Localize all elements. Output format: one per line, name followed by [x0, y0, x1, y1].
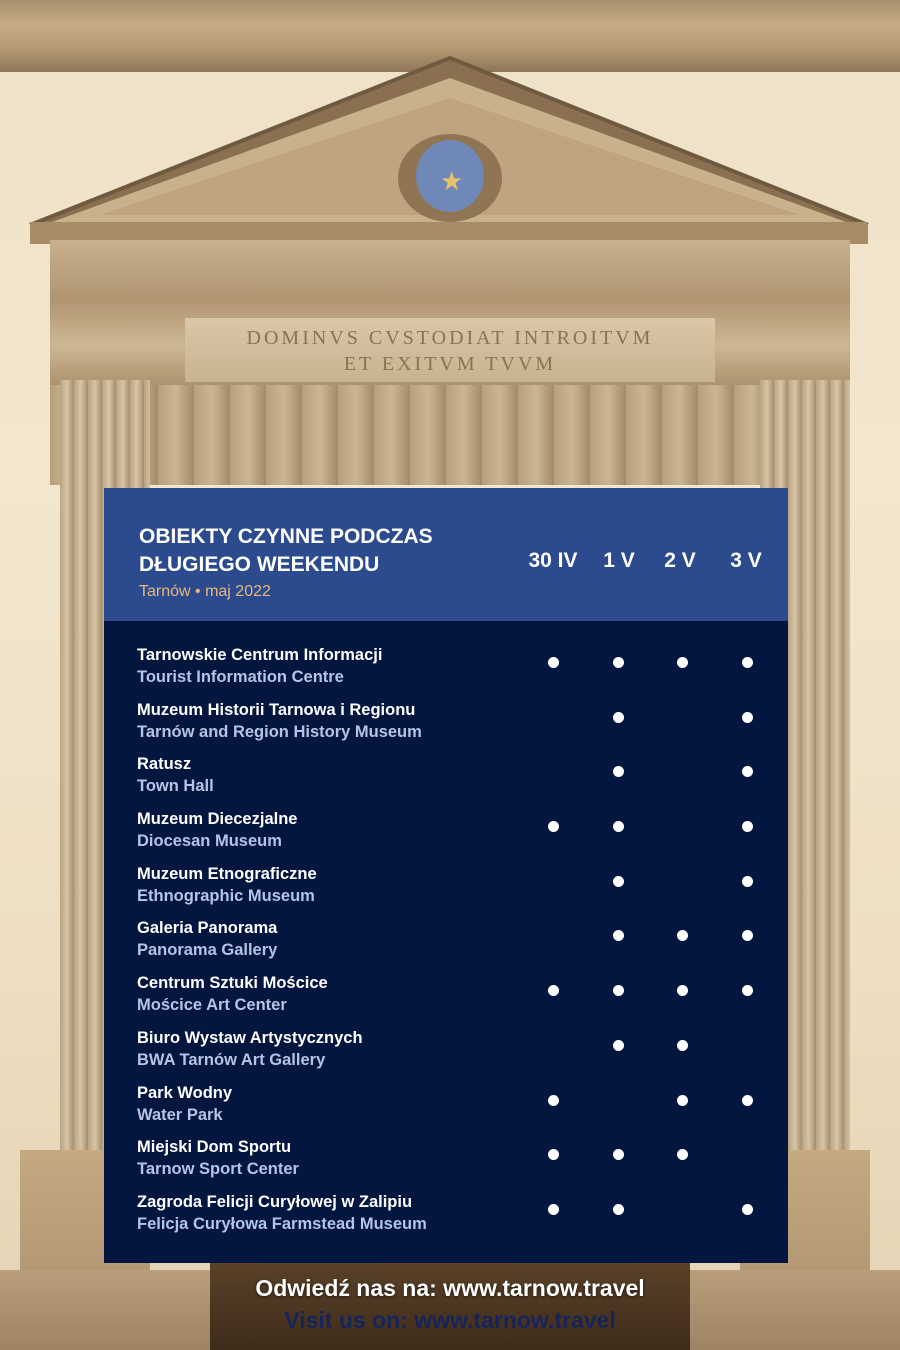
venue-name-en: Tarnow Sport Center — [137, 1160, 299, 1179]
venue-list — [104, 645, 788, 1247]
column-header: 2 V — [664, 549, 696, 572]
opening-hours-panel — [104, 488, 788, 1263]
venue-name-en: Felicja Curyłowa Farmstead Museum — [137, 1214, 427, 1233]
venue-name-en: Diocesan Museum — [137, 832, 282, 851]
open-dot-icon — [613, 876, 624, 887]
venue-name-pl: Park Wodny — [137, 1083, 233, 1102]
open-dot-icon — [742, 766, 753, 777]
column-header: 3 V — [730, 549, 762, 572]
venue-name-en: Ethnographic Museum — [137, 886, 315, 905]
venue-name-pl: Muzeum Historii Tarnowa i Regionu — [137, 700, 416, 719]
open-dot-icon — [742, 876, 753, 887]
list-item — [104, 1137, 788, 1192]
open-dot-icon — [742, 712, 753, 723]
list-item — [104, 864, 788, 919]
venue-name-en: Town Hall — [137, 777, 214, 796]
venue-name-pl: Miejski Dom Sportu — [137, 1138, 292, 1157]
entablature — [50, 385, 850, 485]
open-dot-icon — [548, 985, 559, 996]
venue-name-pl: Muzeum Etnograficzne — [137, 864, 317, 883]
venue-name-pl: Galeria Panorama — [137, 919, 278, 938]
stone-inscription — [185, 318, 715, 382]
open-dot-icon — [548, 1149, 559, 1160]
list-item — [104, 918, 788, 973]
open-dot-icon — [613, 1040, 624, 1051]
open-dot-icon — [613, 1149, 624, 1160]
venue-name-en: Tarnów and Region History Museum — [137, 722, 422, 741]
open-dot-icon — [677, 657, 688, 668]
open-dot-icon — [613, 1204, 624, 1215]
list-item — [104, 645, 788, 700]
list-item — [104, 754, 788, 809]
open-dot-icon — [677, 930, 688, 941]
venue-name-pl: Ratusz — [137, 755, 192, 774]
open-dot-icon — [613, 821, 624, 832]
open-dot-icon — [613, 766, 624, 777]
open-dot-icon — [742, 1095, 753, 1106]
star-icon: ★ — [440, 167, 464, 197]
panel-subtitle: Tarnów • maj 2022 — [139, 583, 271, 600]
footer-line-en: Visit us on: www.tarnow.travel — [284, 1307, 616, 1333]
inscription-line-2: ET EXITVM TVVM — [343, 353, 557, 375]
open-dot-icon — [613, 985, 624, 996]
open-dot-icon — [677, 1040, 688, 1051]
footer-line-pl: Odwiedź nas na: www.tarnow.travel — [255, 1275, 645, 1301]
venue-name-pl: Centrum Sztuki Mościce — [137, 974, 328, 993]
venue-name-pl: Muzeum Diecezjalne — [137, 810, 298, 829]
open-dot-icon — [548, 1204, 559, 1215]
list-item — [104, 1028, 788, 1083]
open-dot-icon — [742, 821, 753, 832]
column-header: 30 IV — [528, 549, 578, 572]
open-dot-icon — [742, 930, 753, 941]
panel-title: OBIEKTY CZYNNE PODCZAS DŁUGIEGO WEEKENDU — [139, 525, 433, 576]
open-dot-icon — [548, 1095, 559, 1106]
pediment-image — [0, 0, 900, 260]
open-dot-icon — [613, 930, 624, 941]
list-item — [104, 973, 788, 1028]
panel-header — [104, 488, 788, 621]
list-item — [104, 700, 788, 755]
venue-name-en: Panorama Gallery — [137, 941, 278, 960]
open-dot-icon — [548, 821, 559, 832]
open-dot-icon — [613, 712, 624, 723]
open-dot-icon — [677, 1095, 688, 1106]
list-item — [104, 1192, 788, 1247]
open-dot-icon — [742, 1204, 753, 1215]
venue-name-en: Water Park — [137, 1105, 223, 1124]
list-item — [104, 1083, 788, 1138]
venue-name-pl: Biuro Wystaw Artystycznych — [137, 1028, 363, 1047]
open-dot-icon — [677, 1149, 688, 1160]
open-dot-icon — [742, 985, 753, 996]
venue-name-pl: Tarnowskie Centrum Informacji — [137, 646, 383, 664]
open-dot-icon — [613, 657, 624, 668]
open-dot-icon — [548, 657, 559, 668]
column-header: 1 V — [603, 549, 635, 572]
inscription-line-1: DOMINVS CVSTODIAT INTROITVM — [246, 327, 654, 349]
venue-name-pl: Zagroda Felicji Curyłowej w Zalipiu — [137, 1192, 413, 1211]
open-dot-icon — [742, 657, 753, 668]
venue-name-en: Mościce Art Center — [137, 996, 287, 1015]
open-dot-icon — [677, 985, 688, 996]
venue-name-en: BWA Tarnów Art Gallery — [137, 1050, 326, 1069]
list-item — [104, 809, 788, 864]
venue-name-en: Tourist Information Centre — [137, 668, 344, 686]
